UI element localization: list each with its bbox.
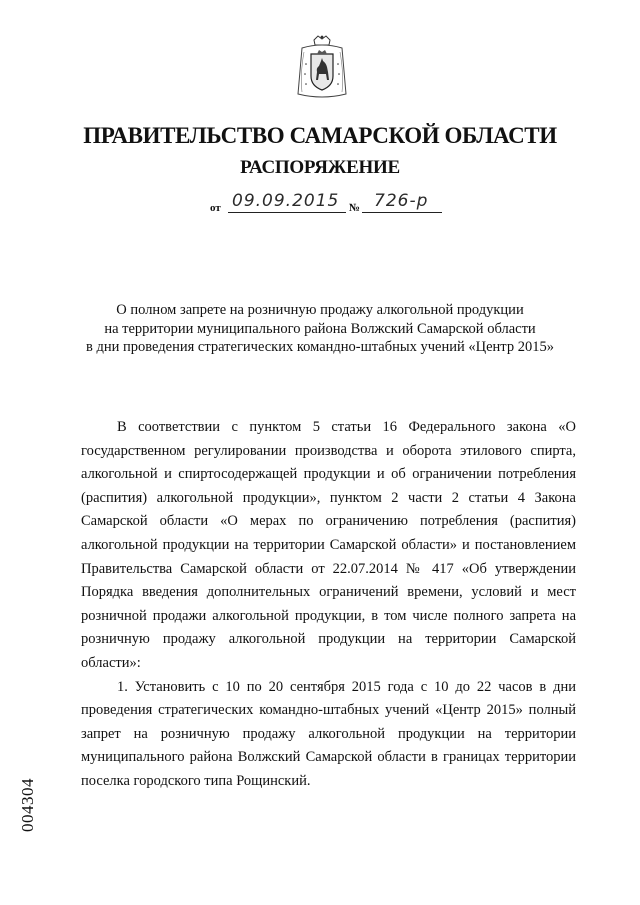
number-prefix: №	[349, 202, 361, 214]
number-underline	[362, 212, 442, 213]
subject-line: на территории муниципального района Волжский Самарской области	[104, 320, 536, 337]
date-prefix: от	[210, 202, 221, 214]
date-value: 09.09.2015	[232, 191, 340, 211]
date-underline	[228, 212, 346, 213]
document-subject	[0, 301, 640, 357]
side-stamp	[18, 772, 40, 852]
side-stamp-number: 004304	[18, 778, 37, 832]
subject-line: О полном запрете на розничную продажу алкогольной продукции	[116, 302, 524, 318]
preamble-paragraph: В соответствии с пунктом 5 статьи 16 Федерального закона «О государственном регулировании производства и оборота этилового спирта, алкогольной и спиртосодержащей продукции и об ограничении потребления (распития) алкогольной продукции», пунктом 2 части 2 статьи 4 Закона Самарской области «О мерах по ограничению потребления (распития) алкогольной продукции на территории Самарской области» и постановлением Правительства Самарской области от 22.07.2014 № 417 «Об утверждении Порядка введения дополнительных ограничений времени, условий и мест розничной продажи алкогольной продукции, в том числе полного запрета на розничную продажу алкогольной продукции на территории Самарской области»:	[81, 419, 576, 671]
samara-coat-of-arms-icon	[292, 34, 352, 102]
clause-paragraph: 1. Установить с 10 по 20 сентября 2015 года с 10 до 22 часов в дни проведения стратегических командно-штабных учений «Центр 2015» полный запрет на розничную продажу алкогольной продукции на территории муниципального района Волжский Самарской области в границах территории поселка городского типа Рощинский.	[81, 678, 576, 789]
document-body	[81, 416, 576, 794]
document-date-number	[210, 192, 450, 218]
government-title: ПРАВИТЕЛЬСТВО САМАРСКОЙ ОБЛАСТИ	[83, 123, 557, 148]
subject-line: в дни проведения стратегических командно-штабных учений «Центр 2015»	[86, 339, 554, 355]
document-type: РАСПОРЯЖЕНИЕ	[240, 157, 400, 178]
number-value: 726-р	[374, 191, 429, 211]
